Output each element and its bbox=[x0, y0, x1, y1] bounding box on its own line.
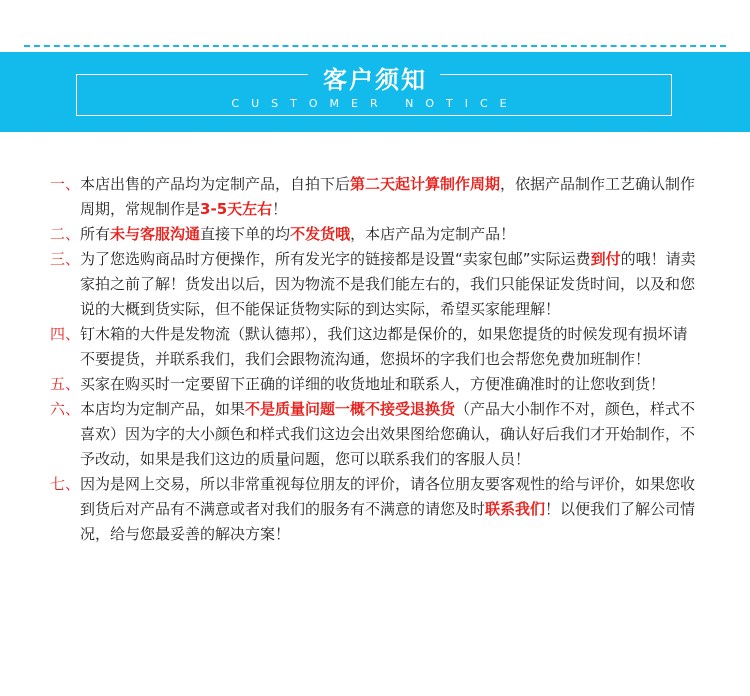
page-subtitle: CUSTOMER NOTICE bbox=[231, 97, 519, 110]
notice-item bbox=[50, 472, 700, 547]
notice-item-number: 一、 bbox=[50, 175, 81, 193]
notice-item bbox=[50, 222, 700, 247]
highlight-text: 联系我们 bbox=[485, 500, 546, 518]
notice-text: 直接下单的均 bbox=[200, 225, 291, 243]
notice-text: 所有 bbox=[80, 225, 111, 243]
highlight-text: 不是质量问题一概不接受退换货 bbox=[245, 400, 456, 418]
notice-item-text bbox=[80, 322, 700, 372]
notice-text: 的哦！请卖家拍之前了解！货发出以后，因为物流不是我们能左右的，我们只能保证发货时间，以及和您说的大概到货实际，但不能保证货物实际的到达实际，希望买家能理解！ bbox=[80, 250, 696, 318]
notice-item-text bbox=[80, 397, 700, 472]
notice-text: 为了您选购商品时方便操作，所有发光字的链接都是设置“卖家包邮”实际运费 bbox=[80, 250, 591, 268]
notice-item-number: 四、 bbox=[50, 325, 81, 343]
bottom-dashed-divider bbox=[24, 128, 726, 130]
notice-item-number: 七、 bbox=[50, 475, 81, 493]
notice-item-number: 五、 bbox=[50, 375, 81, 393]
notice-item-text bbox=[80, 472, 700, 547]
notice-text: ，本店产品为定制产品！ bbox=[350, 225, 516, 243]
notice-text: ！ bbox=[272, 200, 288, 218]
notice-text: 本店出售的产品均为定制产品，自拍下后 bbox=[80, 175, 351, 193]
highlight-text: 不发货哦 bbox=[290, 225, 351, 243]
highlight-text: 第二天起计算制作周期 bbox=[350, 175, 501, 193]
highlight-text: 到付 bbox=[590, 250, 621, 268]
notice-item bbox=[50, 247, 700, 322]
notice-item bbox=[50, 322, 700, 372]
page-title: 客户须知 bbox=[323, 66, 427, 94]
top-dashed-divider bbox=[24, 45, 726, 47]
notice-item-number: 三、 bbox=[50, 250, 81, 268]
notice-text: 买家在购买时一定要留下正确的详细的收货地址和联系人，方便准确准时的让您收到货！ bbox=[80, 375, 666, 393]
notice-item bbox=[50, 372, 700, 397]
notice-text: ！以便我们了解公司情况，给与您最妥善的解决方案！ bbox=[80, 500, 696, 543]
notice-item-number: 六、 bbox=[50, 400, 81, 418]
notice-item-text bbox=[80, 372, 700, 397]
notice-text: 本店均为定制产品，如果 bbox=[80, 400, 246, 418]
notice-item-number: 二、 bbox=[50, 225, 81, 243]
notice-item bbox=[50, 397, 700, 472]
notice-item-text bbox=[80, 222, 700, 247]
notice-text: （产品大小制作不对，颜色，样式不喜欢）因为字的大小颜色和样式我们这边会出效果图给您确认，确认好后我们才开始制作，不予改动，如果是我们这边的质量问题，您可以联系我们的客服人员！ bbox=[80, 400, 696, 468]
notice-text: 因为是网上交易，所以非常重视每位朋友的评价，请各位朋友要客观性的给与评价，如果您收到货后对产品有不满意或者对我们的服务有不满意的请您及时 bbox=[80, 475, 696, 518]
notice-text: ，依据产品制作工艺确认制作周期，常规制作是 bbox=[80, 175, 696, 218]
highlight-text: 3-5天左右 bbox=[200, 200, 273, 218]
notice-item-text bbox=[80, 247, 700, 322]
notice-text: 钉木箱的大件是发物流（默认德邦），我们这边都是保价的，如果您提货的时候发现有损坏请不要提货，并联系我们，我们会跟物流沟通，您损坏的字我们也会帮您免费加班制作！ bbox=[80, 325, 688, 368]
highlight-text: 未与客服沟通 bbox=[110, 225, 201, 243]
notice-item-text bbox=[80, 172, 700, 222]
notice-item bbox=[50, 172, 700, 222]
notice-list bbox=[50, 172, 700, 547]
